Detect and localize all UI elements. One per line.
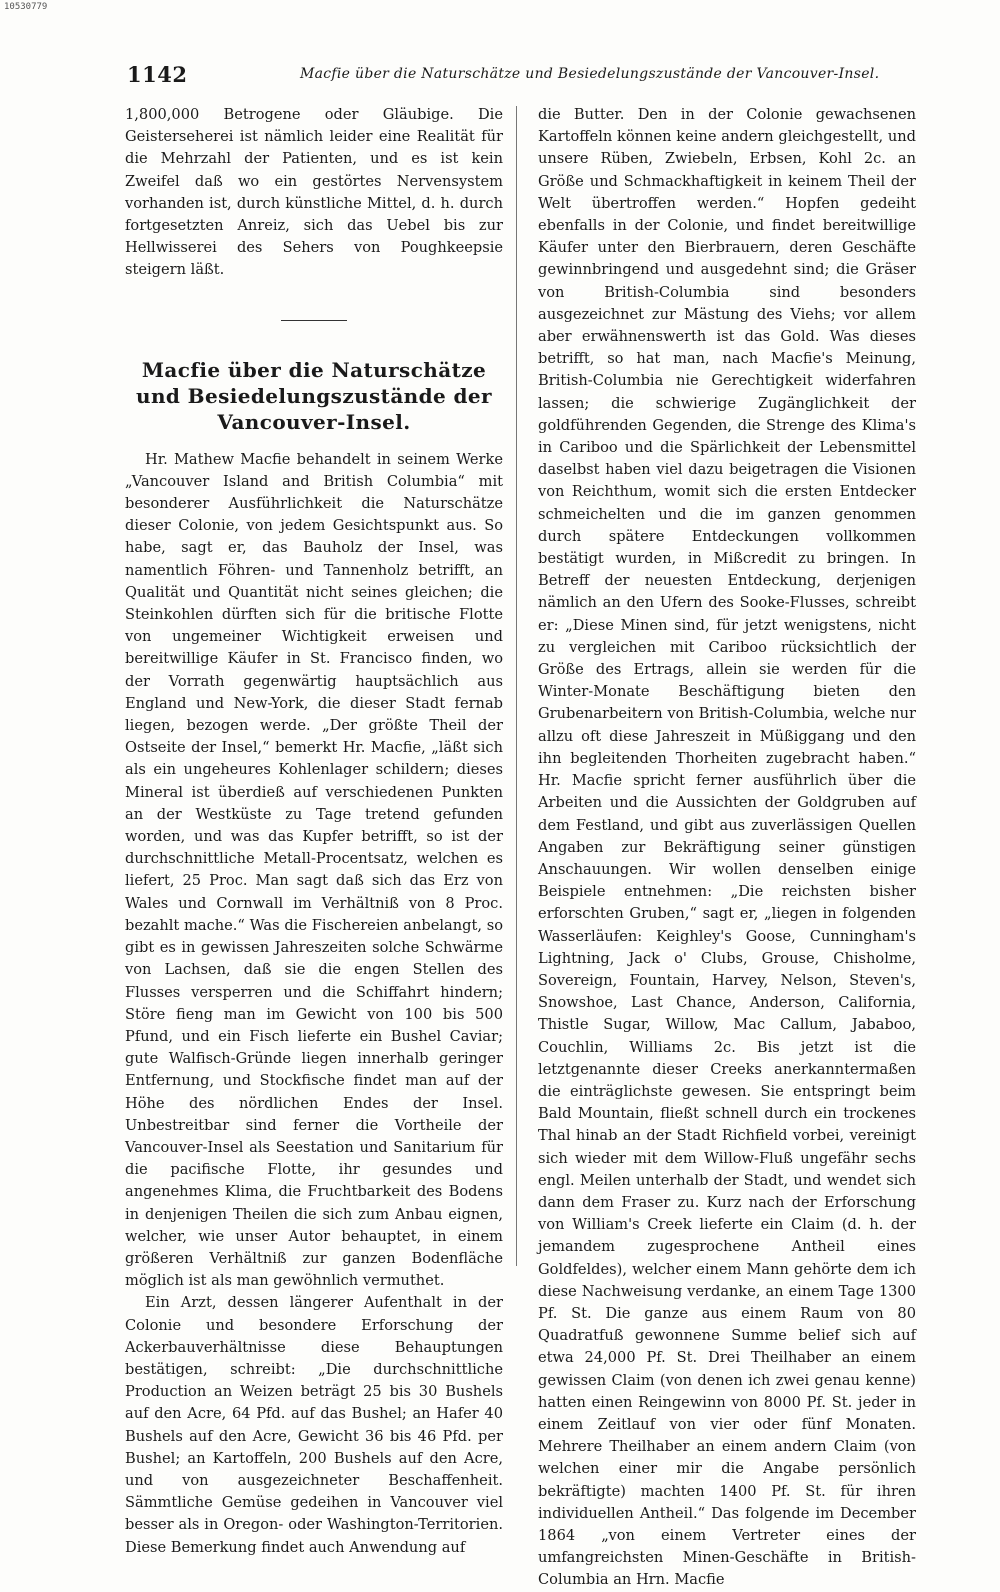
left-column <box>125 104 503 1559</box>
scan-id: 10530779 <box>4 2 48 12</box>
article-title: Macfie über die Naturschätze und Besiedelungszustände der Vancouver-Insel. <box>136 357 492 434</box>
article-paragraph-2: Ein Arzt, dessen längerer Aufenthalt in der Colonie und besondere Erforschung der Ackerbauverhältnisse diese Behauptungen bestätigen, schreibt: „Die durchschnittliche Production an Weizen beträgt 25 bis 30 Bushels auf den Acre, 64 Pfd. auf das Bushel; an Hafer 40 Bushels auf den Acre, Gewicht 36 bis 46 Pfd. per Bushel; an Kartoffeln, 200 Bushels auf den Acre, und von ausgezeichneter Beschaffenheit. Sämmtliche Gemüse gedeihen in Vancouver viel besser als in Oregon- oder Washington-Territorien. Diese Bemerkung findet auch Anwendung auf <box>125 1294 503 1556</box>
article-paragraph-1: Hr. Mathew Macfie behandelt in seinem Werke „Vancouver Island and British Columbia“ mit besonderer Ausführlichkeit die Naturschätze dieser Colonie, von jedem Gesichtspunkt aus. So habe, sagt er, das Bauholz der Insel, was namentlich Föhren- und Tannenholz betrifft, an Qualität und Quantität nicht seines gleichen; die Steinkohlen dürften sich für die britische Flotte von ungemeiner Wichtigkeit erweisen und bereitwillige Käufer in St. Francisco finden, wo der Vorrath gegenwärtig hauptsächlich aus England und New-York, die dieser Stadt fernab liegen, bezogen werde. „Der größte Theil der Ostseite der Insel,“ bemerkt Hr. Macfie, „läßt sich als ein ungeheures Kohlenlager schildern; dieses Mineral ist überdieß auf verschiedenen Punkten an der Westküste zu Tage tretend gefunden worden, und was das Kupfer betrifft, so ist der durchschnittliche Metall-Procentsatz, welchen es liefert, 25 Proc. Man sagt daß sich das Erz von Wales und Cornwall im Verhältniß von 8 Proc. bezahlt mache.“ Was die Fischereien anbelangt, so gibt es in gewissen Jahreszeiten solche Schwärme von Lachsen, daß sie die engen Stellen des Flusses versperren und die Schiffahrt hindern; Störe fieng man im Gewicht von 100 bis 500 Pfund, und ein Fisch lieferte ein Bushel Caviar; gute Walfisch-Gründe liegen innerhalb geringer Entfernung, und Stockfische findet man auf der Höhe des nördlichen Endes der Insel. Unbestreitbar sind ferner die Vortheile der Vancouver-Insel als Seestation und Sanitarium für die pacifische Flotte, ihr gesundes und angenehmes Klima, die Fruchtbarkeit des Bodens in denjenigen Theilen die sich zum Anbau eignen, welcher, wie unser Autor behauptet, in einem größeren Verhältniß zur ganzen Bodenfläche möglich ist als man gewöhnlich vermuthet. <box>125 450 503 1290</box>
running-title: Macfie über die Naturschätze und Besiedelungszustände der Vancouver-Insel. <box>300 66 880 82</box>
section-divider <box>281 320 347 321</box>
right-column <box>538 104 916 1592</box>
continuation-paragraph: 1,800,000 Betrogene oder Gläubige. Die Geisterseherei ist nämlich leider eine Realität für die Mehrzahl der Patienten, und es ist kein Zweifel daß wo ein gestörtes Nervensystem vorhanden ist, durch künstliche Mittel, d. h. durch fortgesetzten Anreiz, sich das Uebel bis zur Hellwisserei des Sehers von Poughkeepsie steigern läßt. <box>125 106 503 279</box>
right-column-text: die Butter. Den in der Colonie gewachsenen Kartoffeln können keine andern gleichgestellt, und unsere Rüben, Zwiebeln, Erbsen, Kohl 2c. an Größe und Schmackhaftigkeit in keinem Theil der Welt übertroffen werden.“ Hopfen gedeiht ebenfalls in der Colonie, und findet bereitwillige Käufer unter den Bierbrauern, deren Geschäfte gewinnbringend und ausgedehnt sind; die Gräser von British-Columbia sind besonders ausgezeichnet zur Mästung des Viehs; vor allem aber erwähnenswerth ist das Gold. Was dieses betrifft, so hat man, nach Macfie's Meinung, British-Columbia nie Gerechtigkeit widerfahren lassen; die schwierige Zugänglichkeit der goldführenden Gegenden, die Strenge des Klima's in Cariboo und die Spärlichkeit der Lebensmittel daselbst haben viel dazu beigetragen die Visionen von Reichthum, womit sich die ersten Entdecker schmeichelten und die im ganzen genommen durch spätere Entdeckungen vollkommen bestätigt wurden, in Mißcredit zu bringen. In Betreff der neuesten Entdeckung, derjenigen nämlich an den Ufern des Sooke-Flusses, schreibt er: „Diese Minen sind, für jetzt wenigstens, nicht zu vergleichen mit Cariboo rücksichtlich der Größe des Ertrags, allein sie werden für die Winter-Monate Beschäftigung bieten den Grubenarbeitern von British-Columbia, welche nur allzu oft diese Jahreszeit in Müßiggang und den ihn begleitenden Thorheiten zugebracht haben.“ Hr. Macfie spricht ferner ausführlich über die Arbeiten und die Aussichten der Goldgruben auf dem Festland, und gibt aus zuverlässigen Quellen Angaben zur Bekräftigung seiner günstigen Anschauungen. Wir wollen denselben einige Beispiele entnehmen: „Die reichsten bisher erforschten Gruben,“ sagt er, „liegen in folgenden Wasserläufen: Keighley's Goose, Cunningham's Lightning, Jack o' Clubs, Grouse, Chisholme, Sovereign, Fountain, Harvey, Nelson, Steven's, Snowshoe, Last Chance, Anderson, California, Thistle Sugar, Willow, Mac Callum, Jababoo, Couchlin, Williams 2c. Bis jetzt ist die letztgenannte dieser Creeks anerkanntermaßen die einträglichste gewesen. Sie entspringt beim Bald Mountain, fließt schnell durch ein trockenes Thal hinab an der Stadt Richfield vorbei, vereinigt sich wieder mit dem Willow-Fluß ungefähr sechs engl. Meilen unterhalb der Stadt, und wendet sich dann dem Fraser zu. Kurz nach der Erforschung von William's Creek lieferte ein Claim (d. h. der jemandem zugesprochene Antheil eines Goldfeldes), welcher einem Mann gehörte dem ich diese Nachweisung verdanke, an einem Tage 1300 Pf. St. Die ganze aus einem Raum von 80 Quadratfuß gewonnene Summe belief sich auf etwa 24,000 Pf. St. Drei Theilhaber an einem gewissen Claim (von denen ich zwei genau kenne) hatten einen Reingewinn von 8000 Pf. St. jeder in einem Zeitlauf von vier oder fünf Monaten. Mehrere Theilhaber an einem andern Claim (von welchen einer mir die Angabe persönlich bekräftigte) machten 1400 Pf. St. für ihren individuellen Antheil.“ Das folgende im December 1864 „von einem Vertreter eines der umfangreichsten Minen-Geschäfte in British-Columbia an Hrn. Macfie <box>538 106 916 1589</box>
column-divider <box>516 106 517 1266</box>
page-number: 1142 <box>127 62 188 87</box>
